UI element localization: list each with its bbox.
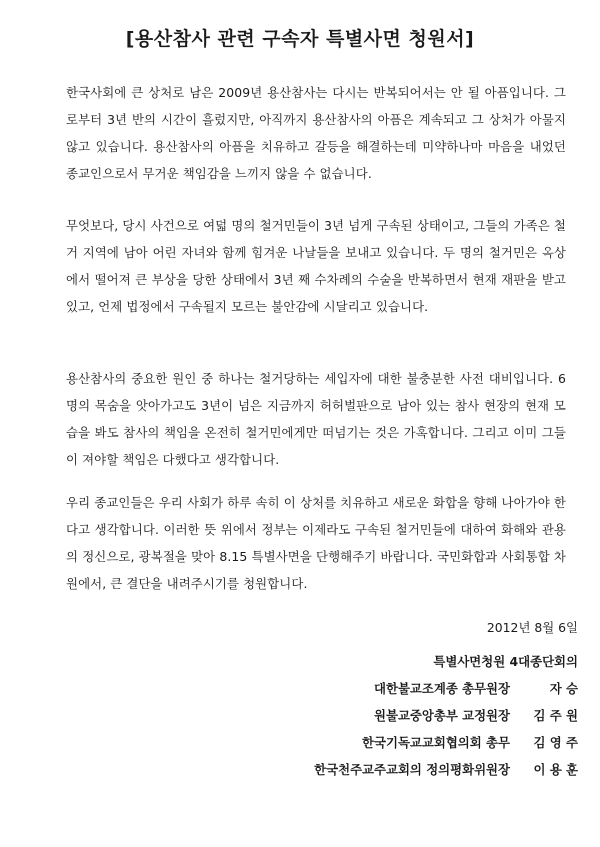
signatory-org: 특별사면청원 4대종단회의 bbox=[433, 654, 578, 669]
signatory-org: 원불교중앙총부 교정원장 bbox=[374, 708, 510, 723]
paragraph-4: 우리 종교인들은 우리 사회가 하루 속히 이 상처를 치유하고 새로운 화합을 향해 나아가야 한다고 생각합니다. 이러한 뜻 위에서 정부는 이제라도 구속된 철거민들에 대하여 화해와 관용의 정신으로, 광복절을 맞아 8.15 특별사면을 단행해주기 바랍니다. 국민화합과 사회통합 차원에서, 큰 결단을 내려주시기를 청원합니다. bbox=[66, 495, 566, 591]
signatory-list bbox=[314, 648, 578, 783]
paragraph-1: 한국사회에 큰 상처로 남은 2009년 용산참사는 다시는 반복되어서는 안 될 아픔입니다. 그로부터 3년 반의 시간이 흘렀지만, 아직까지 용산참사의 아픔은 계속되고 그 상처가 아물지 않고 있습니다. 용산참사의 아픔을 치유하고 갈등을 해결하는데 미약하나마 마음을 내었던 종교인으로서 무거운 책임감을 느끼지 않을 수 없습니다. bbox=[66, 85, 566, 181]
paragraph-2: 무엇보다, 당시 사건으로 여덟 명의 철거민들이 3년 넘게 구속된 상태이고, 그들의 가족은 철거 지역에 남아 어린 자녀와 함께 힘겨운 나날들을 보내고 있습니다. 두 명의 철거민은 옥상에서 떨어져 큰 부상을 당한 상태에서 3년 째 수차례의 수술을 반복하면서 현재 재판을 받고 있고, 언제 법정에서 구속될지 모르는 불안감에 시달리고 있습니다. bbox=[66, 218, 566, 314]
signatory-council bbox=[314, 648, 578, 675]
signatory-name: 김 주 원 bbox=[533, 708, 578, 723]
signatory-name: 김 영 주 bbox=[533, 735, 578, 750]
document-title: [용산참사 관련 구속자 특별사면 청원서] bbox=[125, 28, 475, 50]
paragraph-3: 용산참사의 중요한 원인 중 하나는 철거당하는 세입자에 대한 불충분한 사전 대비입니다. 6명의 목숨을 앗아가고도 3년이 넘은 지금까지 허허벌판으로 남아 있는 참사 현장의 현재 모습을 봐도 참사의 책임을 온전히 철거민에게만 떠넘기는 것은 가혹합니다. 그리고 이미 그들이 져야할 책임은 다했다고 생각합니다. bbox=[66, 371, 566, 467]
document-date: 2012년 8월 6일 bbox=[486, 620, 578, 635]
signatory-org: 한국기독교교회협의회 총무 bbox=[362, 735, 510, 750]
signatory-name: 자 승 bbox=[549, 681, 578, 696]
signatory-won bbox=[314, 702, 578, 729]
signatory-org: 대한불교조계종 총무원장 bbox=[374, 681, 510, 696]
signatory-jogye bbox=[314, 675, 578, 702]
signatory-name: 이 용 훈 bbox=[533, 762, 578, 777]
signatory-org: 한국천주교주교회의 정의평화위원장 bbox=[314, 762, 510, 777]
signatory-ncck bbox=[314, 729, 578, 756]
signatory-catholic bbox=[314, 756, 578, 783]
